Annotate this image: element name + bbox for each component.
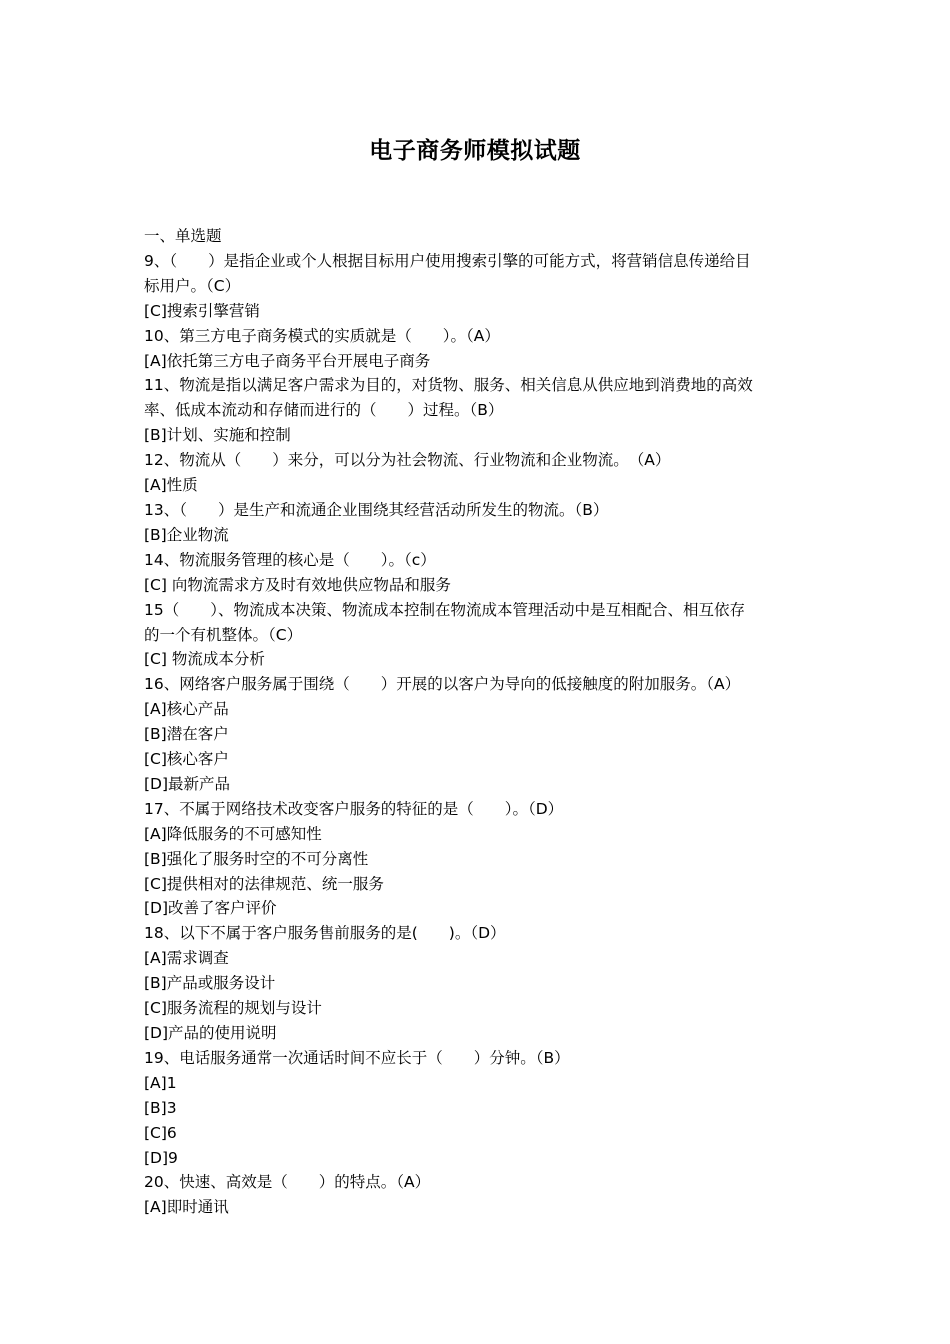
- question-list: [144, 224, 814, 1220]
- answer-option: [D]最新产品: [144, 774, 231, 793]
- answer-option: [C]6: [144, 1123, 177, 1142]
- answer-option: [B]3: [144, 1098, 177, 1117]
- question-text: 14、物流服务管理的核心是（ ）。（c）: [144, 550, 436, 569]
- question-text: 11、物流是指以满足客户需求为目的，对货物、服务、相关信息从供应地到消费地的高效: [144, 376, 753, 395]
- question-text: 9、（ ）是指企业或个人根据目标用户使用搜索引擎的可能方式，将营销信息传递给目: [144, 251, 751, 270]
- question-text: 16、网络客户服务属于围绕（ ）开展的以客户为导向的低接触度的附加服务。（A）: [144, 675, 741, 694]
- answer-option: [A]核心产品: [144, 700, 229, 719]
- question-text: 18、以下不属于客户服务售前服务的是( )。（D）: [144, 924, 506, 943]
- answer-option: [B]计划、实施和控制: [144, 426, 291, 445]
- page-title: 电子商务师模拟试题: [369, 138, 581, 164]
- question-text: 率、低成本流动和存储而进行的（ ）过程。（B）: [144, 401, 504, 420]
- answer-option: [A]降低服务的不可感知性: [144, 824, 322, 843]
- answer-option: [D]改善了客户评价: [144, 899, 277, 918]
- question-text: 17、不属于网络技术改变客户服务的特征的是（ ）。（D）: [144, 799, 564, 818]
- question-text: 标用户。（C）: [144, 276, 241, 295]
- answer-option: [C] 物流成本分析: [144, 650, 265, 669]
- section-heading: 一、单选题: [144, 227, 222, 245]
- answer-option: [B]产品或服务设计: [144, 974, 276, 993]
- question-text: 19、电话服务通常一次通话时间不应长于（ ）分钟。（B）: [144, 1048, 570, 1067]
- answer-option: [C]提供相对的法律规范、统一服务: [144, 874, 384, 893]
- answer-option: [B]企业物流: [144, 525, 229, 544]
- question-text: 15（ ）、物流成本决策、物流成本控制在物流成本管理活动中是互相配合、相互依存: [144, 600, 745, 619]
- answer-option: [C] 向物流需求方及时有效地供应物品和服务: [144, 575, 451, 594]
- answer-option: [A]需求调查: [144, 949, 229, 968]
- answer-option: [A]性质: [144, 476, 198, 495]
- answer-option: [C]核心客户: [144, 750, 229, 769]
- question-text: 13、（ ）是生产和流通企业围绕其经营活动所发生的物流。（B）: [144, 500, 609, 519]
- question-text: 20、快速、高效是（ ）的特点。（A）: [144, 1173, 431, 1192]
- question-text: 10、第三方电子商务模式的实质就是（ ）。（A）: [144, 326, 500, 345]
- answer-option: [C]服务流程的规划与设计: [144, 999, 322, 1018]
- answer-option: [D]产品的使用说明: [144, 1024, 277, 1042]
- question-text: 12、物流从（ ）来分，可以分为社会物流、行业物流和企业物流。 （A）: [144, 451, 671, 470]
- answer-option: [A]依托第三方电子商务平台开展电子商务: [144, 351, 431, 370]
- answer-option: [A]即时通讯: [144, 1198, 229, 1217]
- answer-option: [B]强化了服务时空的不可分离性: [144, 849, 369, 868]
- answer-option: [B]潜在客户: [144, 725, 229, 744]
- question-text: 的一个有机整体。（C）: [144, 625, 303, 644]
- answer-option: [D]9: [144, 1148, 178, 1167]
- answer-option: [A]1: [144, 1073, 177, 1092]
- answer-option: [C]搜索引擎营销: [144, 301, 260, 320]
